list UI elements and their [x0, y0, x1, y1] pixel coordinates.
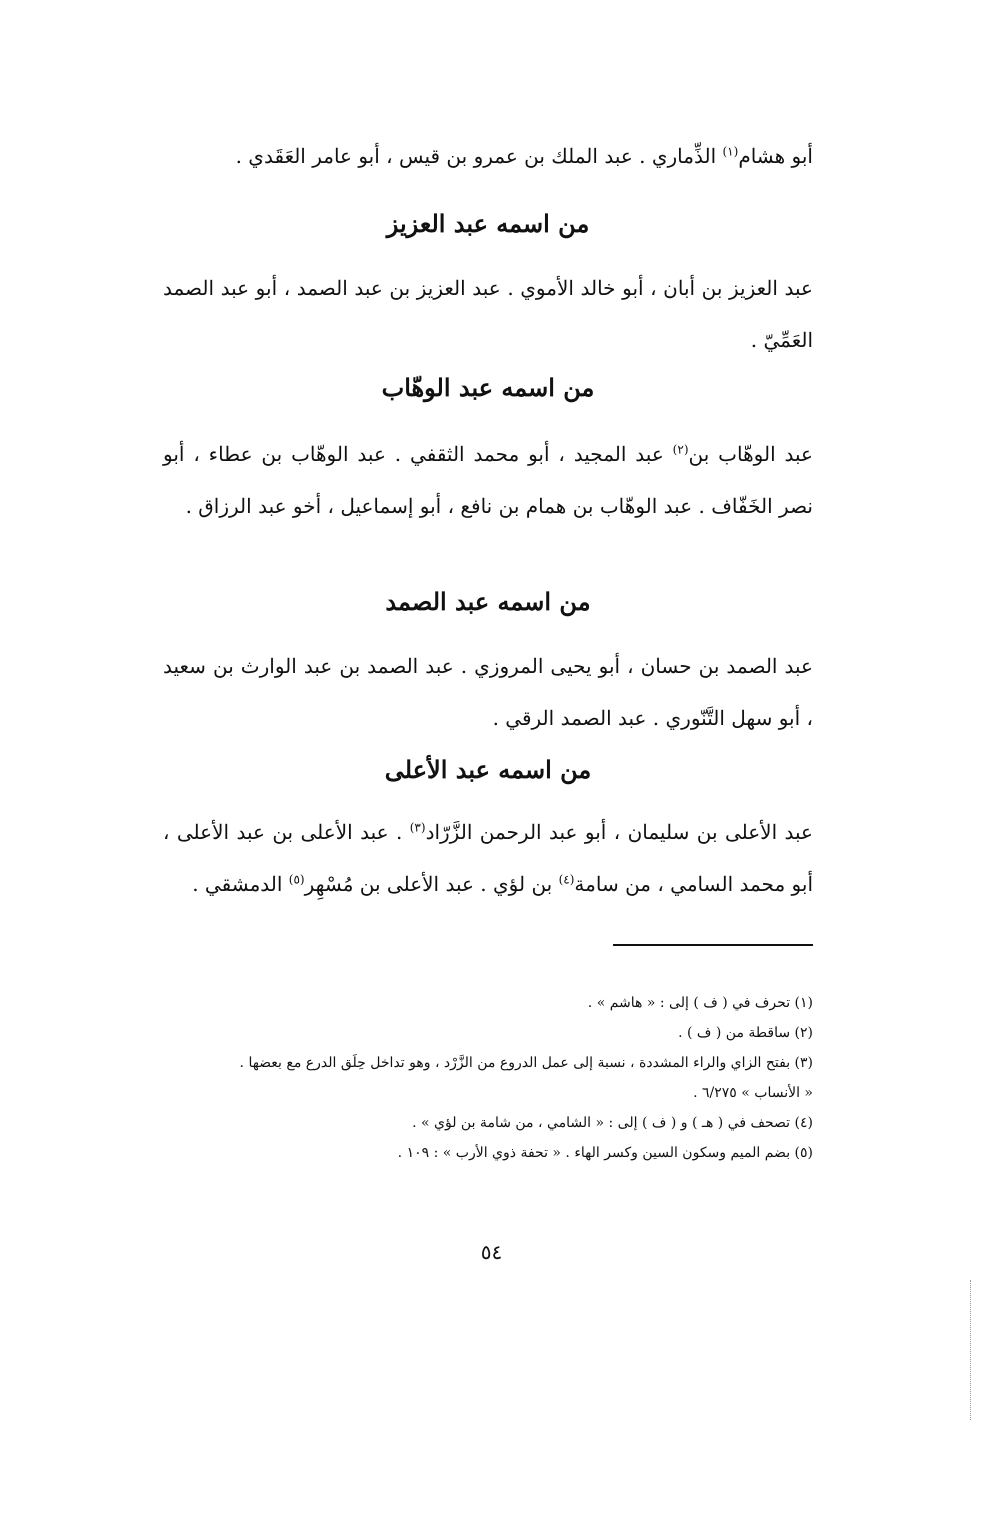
section-heading-abd-al-ala: من اسمه عبد الأعلى — [384, 755, 592, 784]
scan-edge-mark — [970, 1280, 971, 1420]
paragraph-abd-al-wahhab — [163, 428, 813, 532]
section-heading-abd-al-aziz: من اسمه عبد العزيز — [386, 209, 590, 238]
text-run: أبو هشام — [738, 144, 813, 168]
paragraph-abd-al-samad: عبد الصمد بن حسان ، أبو يحيى المروزي . عبد الصمد بن عبد الوارث بن سعيد ، أبو سهل التَّنّوري . عبد الصمد الرقي . — [163, 654, 813, 730]
section-heading-abd-al-samad: من اسمه عبد الصمد — [385, 587, 591, 616]
text-run: الذِّماري . عبد الملك بن عمرو بن قيس ، أبو عامر العَقَدي . — [235, 144, 723, 168]
footnote-ref: (٢) — [672, 442, 689, 457]
footnote-5: (٥) بضم الميم وسكون السين وكسر الهاء . « تحفة ذوي الأرب » : ١٠٩ . — [397, 1145, 813, 1161]
text-run: الدمشقي . — [192, 872, 289, 896]
text-run: عبد المجيد ، أبو محمد الثقفي . عبد الوهّاب بن عطاء ، أبو نصر الخَفّاف . عبد الوهّاب بن همام بن نافع ، أبو إسماعيل ، أخو عبد الرزاق . — [163, 442, 813, 518]
footnote-2: (٢) ساقطة من ( ف ) . — [678, 1025, 813, 1041]
footnote-separator — [613, 944, 813, 946]
text-run: . عبد الأعلى بن عبد الأعلى ، أبو محمد السامي ، من سامة — [163, 820, 813, 896]
footnotes — [133, 988, 813, 1168]
text-run: عبد الوهّاب بن — [688, 442, 813, 466]
section-heading-abd-al-wahhab: من اسمه عبد الوهّاب — [381, 373, 595, 402]
paragraph-abd-al-aziz: عبد العزيز بن أبان ، أبو خالد الأموي . عبد العزيز بن عبد الصمد ، أبو عبد الصمد العَمِّيّ . — [163, 276, 813, 352]
footnote-ref: (٣) — [409, 820, 426, 835]
footnote-ref: (٤) — [558, 872, 575, 887]
text-run: عبد الأعلى بن سليمان ، أبو عبد الرحمن الزَّرّاد — [425, 820, 813, 844]
paragraph-abd-al-ala — [163, 806, 813, 910]
footnote-3: (٣) بفتح الزاي والراء المشددة ، نسبة إلى عمل الدروع من الزَّرْد ، وهو تداخل حِلَق الدرع مع بعضها . — [239, 1055, 813, 1071]
footnote-1: (١) تحرف في ( ف ) إلى : « هاشم » . — [587, 995, 813, 1011]
footnote-ref: (١) — [722, 144, 739, 159]
paragraph-intro — [163, 130, 813, 182]
page-number: ٥٤ — [480, 1240, 503, 1264]
text-run: بن لؤي . عبد الأعلى بن مُسْهِر — [304, 872, 559, 896]
footnote-4: (٤) تصحف في ( هـ ) و ( ف ) إلى : « الشامي ، من شامة بن لؤي » . — [412, 1115, 813, 1131]
footnote-ref: (٥) — [288, 872, 305, 887]
footnote-3-continuation: « الأنساب » ٦/٢٧٥ . — [693, 1085, 813, 1101]
